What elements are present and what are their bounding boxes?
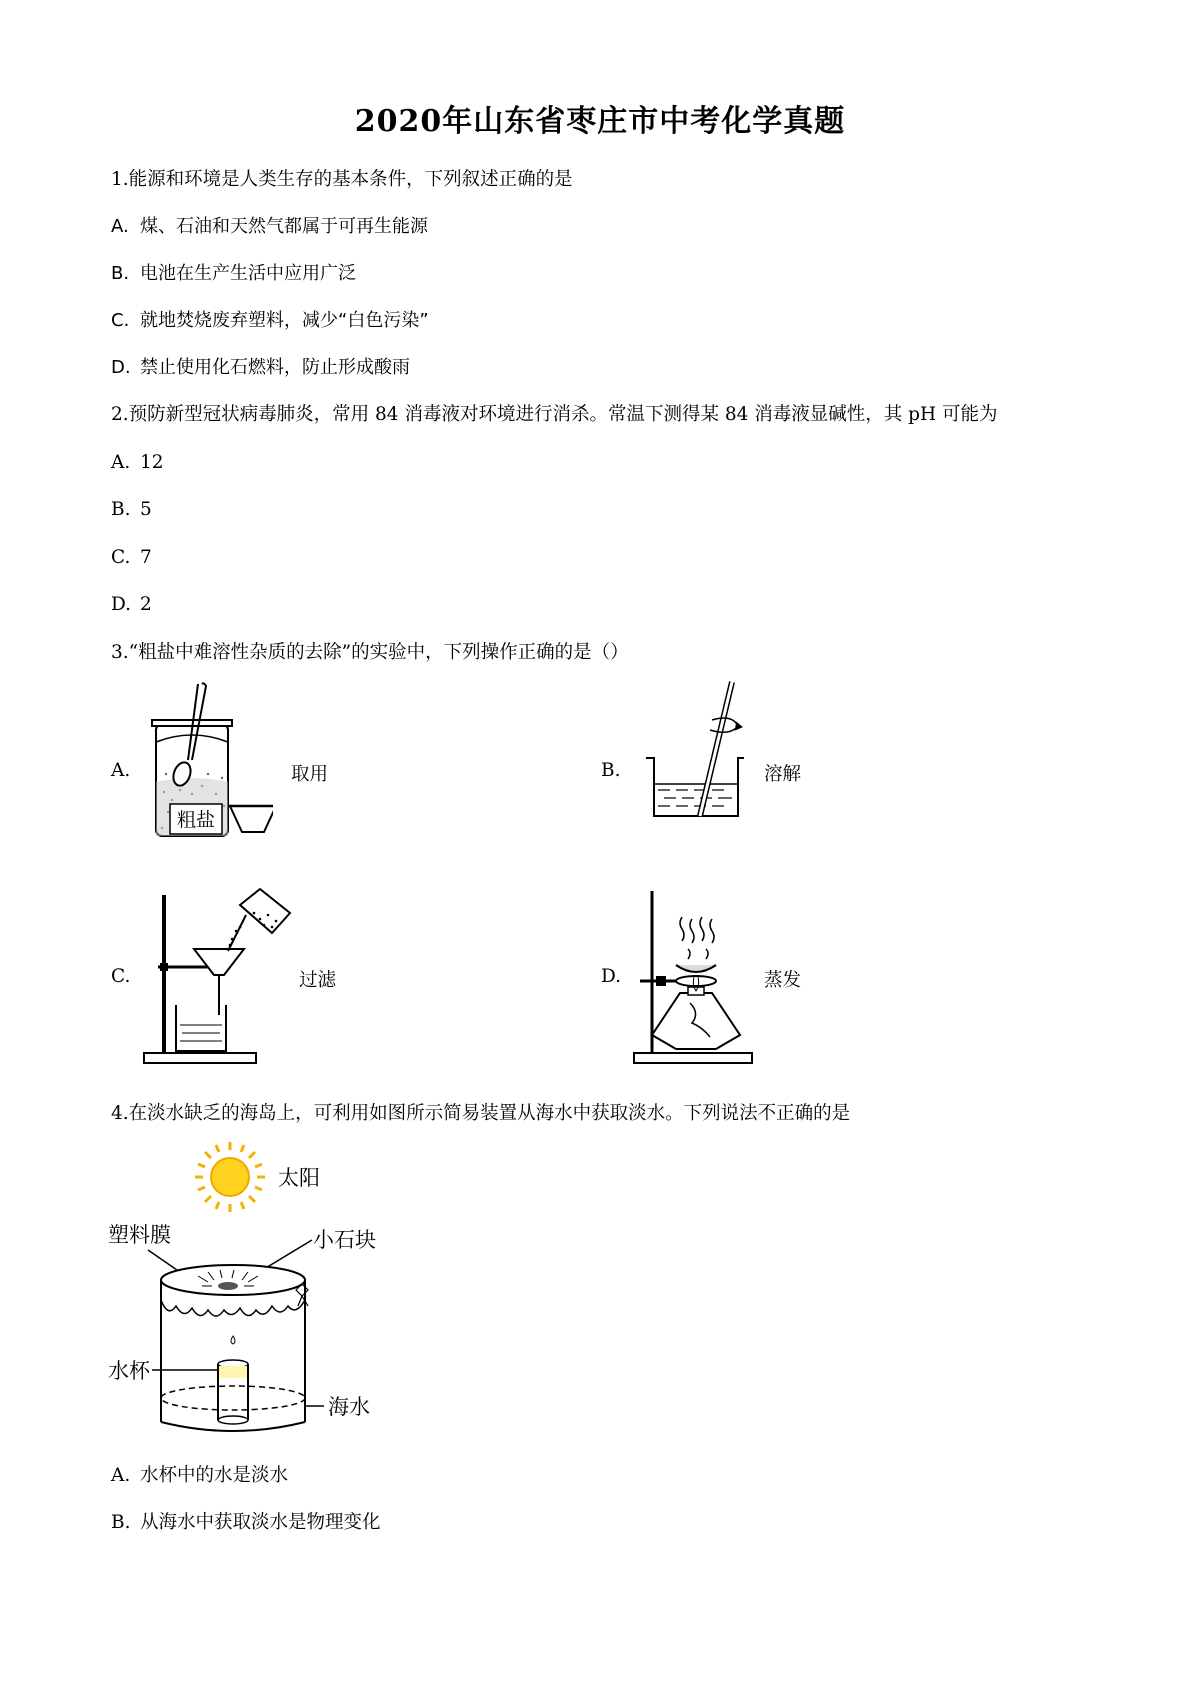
q2-option-b — [111, 498, 152, 522]
q1-option-c — [111, 309, 429, 333]
q2-option-a — [111, 451, 164, 475]
seawater-label: 海水 — [328, 1395, 370, 1419]
option-letter: D. — [111, 594, 132, 615]
option-letter: B. — [111, 499, 131, 520]
filtration-figure — [140, 885, 295, 1065]
stone-label: 小石块 — [313, 1228, 376, 1252]
q1-stem: 1.能源和环境是人类生存的基本条件，下列叙述正确的是 — [111, 169, 573, 190]
q3-option-c-label: 过滤 — [299, 970, 337, 991]
sun-label: 太阳 — [278, 1166, 320, 1190]
option-text: 2 — [140, 594, 152, 615]
option-text: 12 — [140, 452, 164, 473]
q2-option-c — [111, 546, 152, 570]
q3-option-b-label: 溶解 — [764, 764, 802, 785]
q1-option-b — [111, 262, 356, 286]
q2-option-d — [111, 593, 152, 617]
q3-option-d-label: 蒸发 — [764, 970, 802, 991]
option-text: 5 — [140, 499, 152, 520]
option-text: 就地焚烧废弃塑料，减少“白色污染” — [140, 310, 429, 331]
q3-stem: 3.“粗盐中难溶性杂质的去除”的实验中，下列操作正确的是（） — [111, 642, 629, 663]
q3-option-a-letter: A. — [111, 760, 131, 781]
q3-option-d-letter: D. — [601, 966, 622, 987]
option-letter: C. — [111, 310, 130, 331]
q3-option-b-letter: B. — [601, 760, 621, 781]
option-text: 煤、石油和天然气都属于可再生能源 — [140, 216, 428, 237]
q1-option-d — [111, 356, 410, 380]
option-letter: B. — [111, 1512, 131, 1533]
option-letter: D. — [111, 357, 131, 378]
cup-label: 水杯 — [108, 1359, 150, 1383]
option-letter: A. — [111, 1465, 131, 1486]
option-text: 电池在生产生活中应用广泛 — [140, 263, 356, 284]
q4-stem: 4.在淡水缺乏的海岛上，可利用如图所示简易装置从海水中获取淡水。下列说法不正确的是 — [111, 1103, 851, 1124]
option-text: 从海水中获取淡水是物理变化 — [140, 1512, 381, 1533]
option-letter: A. — [111, 452, 131, 473]
sun-icon — [195, 1142, 265, 1212]
option-text: 禁止使用化石燃料，防止形成酸雨 — [140, 357, 410, 378]
evaporation-figure — [630, 885, 760, 1065]
desalination-diagram — [108, 1140, 428, 1435]
page-title: 2020年山东省枣庄市中考化学真题 — [354, 104, 846, 139]
option-letter: C. — [111, 547, 131, 568]
option-letter: A. — [111, 216, 129, 237]
option-text: 7 — [140, 547, 152, 568]
beaker-stirring-figure — [640, 680, 750, 820]
option-letter: B. — [111, 263, 130, 284]
q3-option-a-label: 取用 — [291, 764, 329, 785]
option-text: 水杯中的水是淡水 — [140, 1465, 289, 1486]
q4-option-b — [111, 1511, 381, 1535]
spoon-jar-figure — [138, 682, 273, 842]
q2-stem: 2.预防新型冠状病毒肺炎，常用 84 消毒液对环境进行消杀。常温下测得某 84 消毒液显碱性，其 pH 可能为 — [111, 404, 998, 425]
q1-option-a — [111, 215, 428, 239]
jar-label: 粗盐 — [176, 809, 216, 831]
q3-option-c-letter: C. — [111, 966, 131, 987]
film-label: 塑料膜 — [108, 1223, 171, 1247]
q4-option-a — [111, 1464, 288, 1488]
